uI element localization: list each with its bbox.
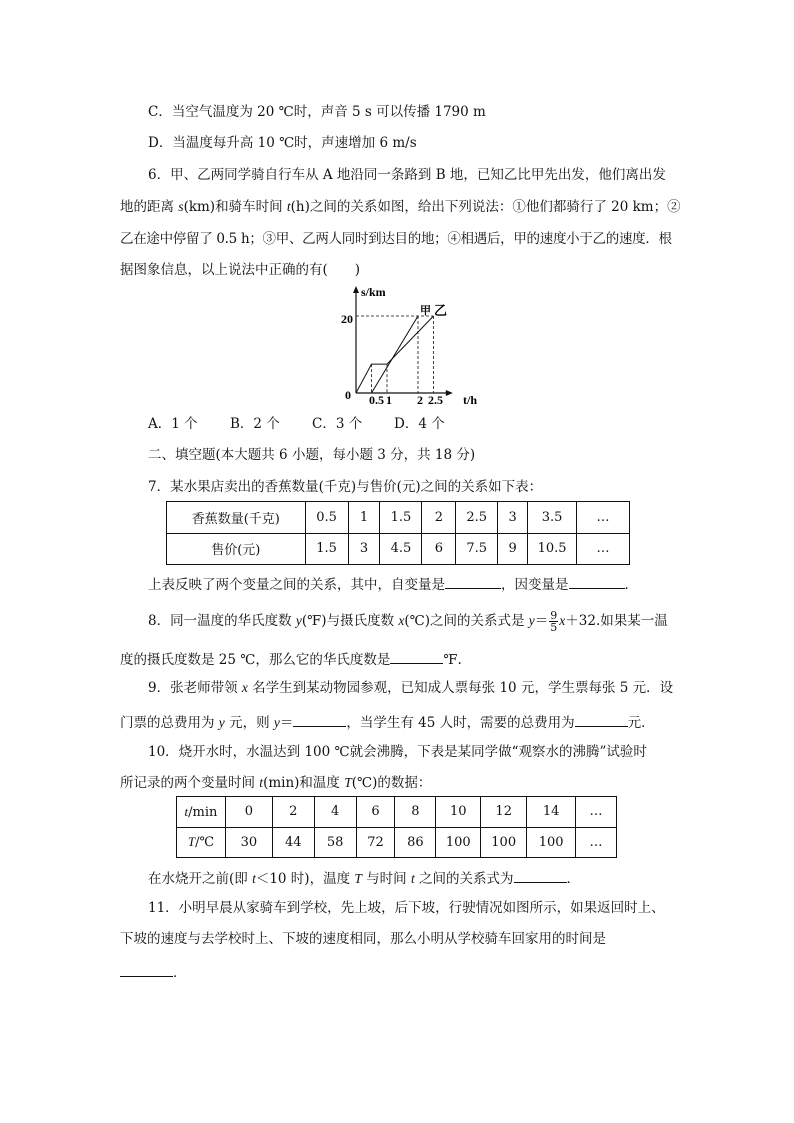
q10-text: 在水烧开之前(即 (148, 871, 253, 887)
q9-text: 元，则 (224, 715, 274, 731)
table-header-cell: 售价(元) (167, 533, 306, 565)
y-axis-arrow-icon (353, 286, 359, 293)
table-header-time (177, 797, 226, 828)
q9-text: 9．张老师带领 (148, 680, 242, 696)
table-cell: 58 (314, 827, 356, 858)
table-cell: 4.5 (380, 533, 422, 565)
table-cell: 3.5 (528, 502, 577, 534)
var-t: t (410, 871, 415, 886)
table-cell: 0 (225, 797, 272, 828)
banana-price-table (166, 501, 630, 565)
q6-option-b: B．2 个 (230, 416, 280, 432)
q9-line-1 (148, 680, 673, 696)
y-tick-label-20: 20 (341, 312, 353, 326)
x-tick-label-0-5: 0.5 (369, 393, 384, 407)
var-T: T (354, 871, 362, 886)
q6-option-c: C．3 个 (312, 416, 363, 432)
answer-blank-relation[interactable] (514, 868, 567, 883)
table-cell: 7.5 (456, 533, 498, 565)
distance-time-graph (335, 283, 485, 408)
q6-text: (h)之间的关系如图，给出下列说法：①他们都骑行了 20 km；② (290, 199, 681, 215)
table-cell: 6 (356, 797, 395, 828)
table-cell: 6 (422, 533, 456, 565)
q10-question (148, 868, 580, 887)
table-cell: 1.5 (305, 533, 348, 565)
x-tick-label-2: 2 (417, 393, 423, 407)
table-cell: 0.5 (305, 502, 348, 534)
table-cell: 8 (395, 797, 436, 828)
table-cell: 100 (436, 827, 481, 858)
q10-text: (min)和温度 (263, 775, 345, 791)
table-cell: … (577, 533, 630, 565)
q8-line-2 (120, 649, 462, 668)
var-x: x (559, 613, 566, 628)
y-axis-label: s/km (361, 285, 386, 299)
var-t: t (286, 199, 291, 214)
q10-text: 与时间 (361, 871, 411, 887)
q8-text: 8．同一温度的华氏度数 (148, 613, 296, 629)
q7-text: ，因变量是 (501, 577, 569, 593)
q8-text: (℉)与摄氏度数 (301, 613, 399, 629)
table-row-temperature (177, 827, 617, 858)
fraction-nine-fifths (549, 610, 558, 633)
var-y: y (218, 715, 225, 730)
table-cell: 3 (348, 533, 380, 565)
answer-blank-fahrenheit[interactable] (390, 649, 443, 664)
q11-line-2: 下坡的速度与去学校时上、下坡的速度相同，那么小明从学校骑车回家用的时间是 (120, 931, 606, 947)
equals-sign: ＝ (534, 613, 549, 629)
x-axis-label: t/h (463, 393, 478, 407)
table-cell: 4 (314, 797, 356, 828)
table-row-time (177, 797, 617, 828)
var-y: y (528, 613, 535, 628)
q11-text: ． (173, 965, 187, 981)
table-cell: 2 (422, 502, 456, 534)
fraction-numerator: 9 (550, 609, 558, 622)
q8-text: (℃)之间的关系式是 (404, 613, 529, 629)
equals-sign: ＝ (279, 715, 294, 731)
q11-line-3 (120, 962, 187, 981)
series-label-yi: 乙 (434, 303, 448, 318)
table-cell: 100 (527, 827, 576, 858)
table-header-temperature (177, 827, 226, 858)
var-x: x (241, 680, 248, 695)
table-cell: … (576, 797, 617, 828)
table-cell: … (577, 502, 630, 534)
q9-text: 元． (627, 715, 655, 731)
table-cell: 2 (272, 797, 314, 828)
q8-line-1 (148, 610, 668, 633)
var-t: t (259, 775, 264, 790)
q6-option-d: D．4 个 (394, 416, 445, 432)
q6-text: (km)和骑车时间 (183, 199, 287, 215)
q6-line-1: 6．甲、乙两同学骑自行车从 A 地沿同一条路到 B 地，已知乙比甲先出发，他们离出发 (148, 167, 666, 183)
answer-blank-independent[interactable] (445, 574, 501, 589)
series-line-jia (372, 316, 419, 393)
var-y: y (295, 613, 302, 628)
unit-label: /℃ (195, 835, 215, 851)
q8-text: ＋32.如果某一温 (565, 613, 668, 629)
answer-blank-return-time[interactable] (120, 962, 173, 977)
q10-text: (℃)的数据： (351, 775, 432, 791)
q11-line-1: 11．小明早晨从家骑车到学校，先上坡，后下坡，行驶情况如图所示，如果返回时上、 (148, 900, 665, 916)
table-cell: 2.5 (456, 502, 498, 534)
table-header-cell: 香蕉数量(千克) (167, 502, 306, 534)
x-tick-label-1: 1 (386, 393, 392, 407)
q5-option-d: D．当温度每升高 10 ℃时，声速增加 6 m/s (148, 135, 417, 151)
q9-line-2 (120, 712, 655, 731)
q10-text: 之间的关系式为 (414, 871, 514, 887)
q6-text: 地的距离 (120, 199, 179, 215)
table-cell: 14 (527, 797, 576, 828)
q6-option-a: A．1 个 (148, 416, 198, 432)
var-y: y (273, 715, 280, 730)
var-t: t (184, 803, 189, 819)
q7-text: 上表反映了两个变量之间的关系，其中，自变量是 (148, 577, 445, 593)
q10-text: 所记录的两个变量时间 (120, 775, 260, 791)
water-temperature-table (176, 796, 617, 858)
table-cell: 12 (481, 797, 527, 828)
q10-text: ＜10 时)，温度 (255, 871, 355, 887)
var-s: s (178, 199, 184, 214)
x-axis-arrow-icon (446, 390, 453, 396)
table-cell: 10 (436, 797, 481, 828)
table-cell: 30 (225, 827, 272, 858)
q8-text: ℉. (443, 652, 462, 668)
unit-label: /min (188, 804, 218, 820)
q6-line-4: 据图象信息，以上说法中正确的有( ) (120, 262, 361, 278)
series-label-jia: 甲 (420, 305, 431, 317)
q9-text: ，当学生有 45 人时，需要的总费用为 (346, 715, 575, 731)
table-cell: 1 (348, 502, 380, 534)
origin-label: 0 (345, 388, 351, 402)
fraction-denominator: 5 (550, 621, 558, 634)
table-cell: 44 (272, 827, 314, 858)
answer-blank-total-cost[interactable] (575, 712, 628, 727)
q6-line-3: 乙在途中停留了 0.5 h；③甲、乙两人同时到达目的地；④相遇后，甲的速度小于乙的速度．根 (120, 231, 672, 247)
table-cell: 100 (481, 827, 527, 858)
var-T: T (344, 775, 352, 790)
q5-option-c: C．当空气温度为 20 ℃时，声音 5 s 可以传播 1790 m (148, 104, 486, 120)
q8-text: 度的摄氏度数是 25 ℃，那么它的华氏度数是 (120, 652, 391, 668)
var-T: T (187, 834, 196, 850)
var-t: t (252, 871, 256, 886)
table-cell: … (576, 827, 617, 858)
q6-line-2 (120, 199, 681, 215)
table-cell: 3 (498, 502, 528, 534)
x-tick-label-2-5: 2.5 (428, 393, 443, 407)
q7-question (148, 574, 638, 593)
q9-text: 门票的总费用为 (120, 715, 219, 731)
answer-blank-dependent[interactable] (569, 574, 625, 589)
q10-text: ． (566, 871, 581, 887)
answer-blank-expression[interactable] (293, 712, 346, 727)
var-x: x (398, 613, 405, 628)
table-row-price (167, 533, 630, 565)
table-cell: 72 (356, 827, 395, 858)
q9-text: 名学生到某动物园参观，已知成人票每张 10 元，学生票每张 5 元．设 (247, 680, 674, 696)
q10-line-2 (120, 775, 431, 791)
q7-intro: 7．某水果店卖出的香蕉数量(千克)与售价(元)之间的关系如下表： (148, 479, 543, 495)
table-row-quantity (167, 502, 630, 534)
q6-options (148, 416, 445, 432)
q7-text: ． (624, 577, 638, 593)
table-cell: 9 (498, 533, 528, 565)
table-cell: 1.5 (380, 502, 422, 534)
section-2-title: 二、填空题(本大题共 6 小题，每小题 3 分，共 18 分) (148, 447, 476, 463)
table-cell: 10.5 (528, 533, 577, 565)
table-cell: 86 (395, 827, 436, 858)
q10-line-1: 10．烧开水时，水温达到 100 ℃就会沸腾，下表是某同学做“观察水的沸腾”试验时 (148, 744, 647, 760)
